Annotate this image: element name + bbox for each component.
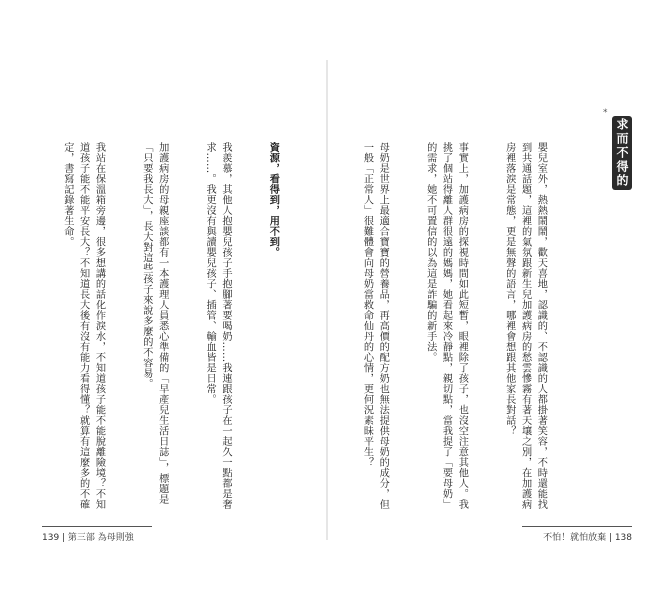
tag-mark: * — [603, 108, 608, 118]
paragraph: 我站在保溫箱旁邊，很多想講的話化作淚水，不知道孩子能不能脫離險境？不知道孩子能不能平安長大？不知道長大後有沒有能力看得懂？就算有這麼多的不確定，書寫記錄著生命。 — [61, 142, 105, 510]
paragraph: 母奶是世界上最適合寶寶的營養品，再高價的配方奶也無法提供母奶的成分，但一般「正常人」很難體會向母奶當救命仙丹的心情，更何況素昧平生？ — [361, 142, 389, 510]
paragraph: 事實上，加護病房的探視時間如此短暫，眼裡除了孩子，也沒空注意其他人。我挑了個站得離人群很遠的媽媽，她看起來冷靜點，親切點，當我提了「要母奶」的需求，她不可置信的以為這是詐騙的新手法。 — [424, 142, 468, 510]
section-heading: 資源，看得到，用不到。 — [267, 142, 280, 258]
left-page-body — [54, 142, 312, 512]
right-page-folio: 不怕！就怕放棄 | 138 — [522, 526, 632, 543]
paragraph: 嬰兒室外，熱熱鬧鬧，歡天喜地，認識的、不認識的人都掛著笑容，不時還能找到共通話題，這裡的氣氛跟新生兒加護病房的愁雲慘霧有著天壤之別，在加護病房裡落淚是常態，更是無聲的語言，哪裡會想跟其他家長對話？ — [503, 142, 547, 510]
left-page-folio: 139 | 第三部 為母則強 — [42, 526, 152, 543]
book-gutter — [326, 60, 328, 540]
paragraph: 我羨慕，其他人抱嬰兒孩子手抱腳著要喝奶……我連跟孩子在一起久一點都是奢求……。我更沒有與讀嬰兒孩子、插管、輸血皆是日常。 — [204, 142, 231, 510]
paragraph: 加護病房的母親座談都有一本護理人員悉心準備的「早產兒生活日誌」，標題是「只要我長大」，長大對這些孩子來說多麼的不容易。 — [140, 142, 168, 505]
right-page-body — [360, 142, 580, 512]
section-tag: 求而不得的母奶 — [612, 116, 632, 190]
